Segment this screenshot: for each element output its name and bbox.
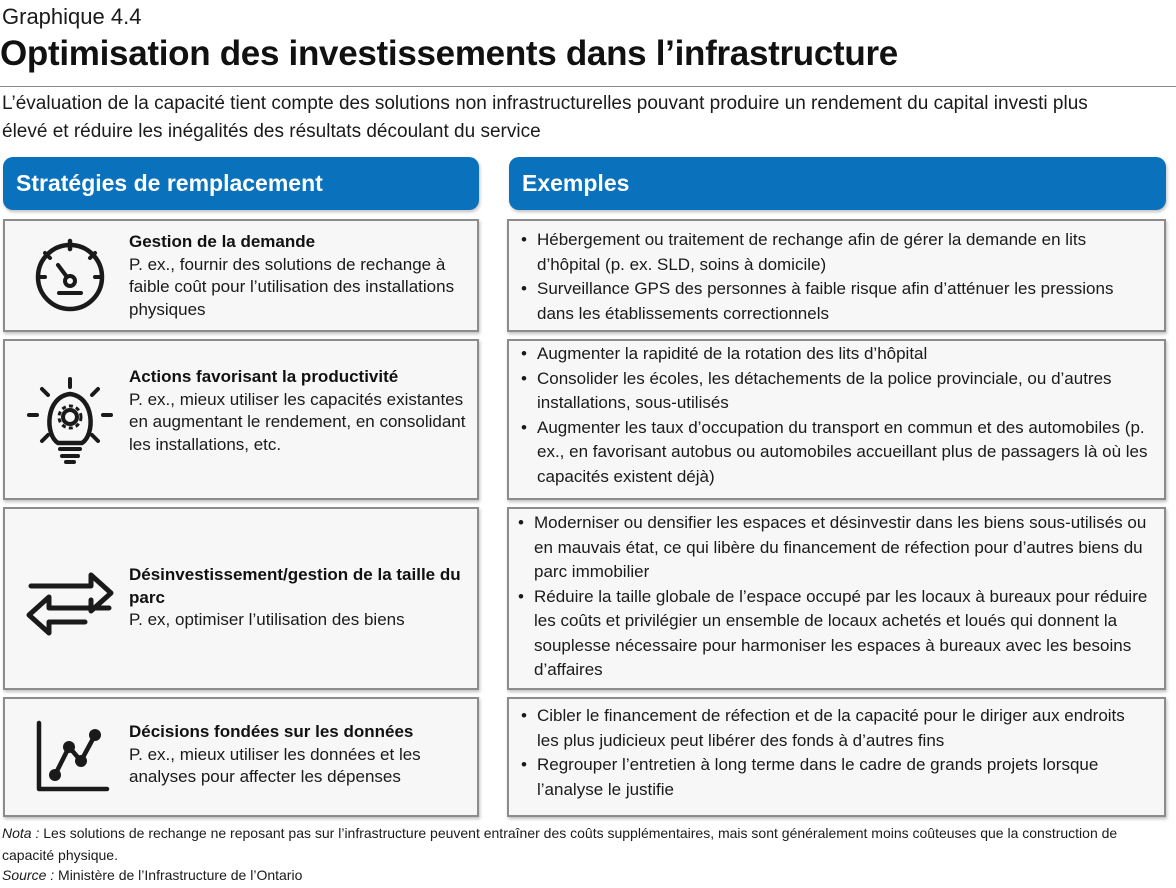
strategy-card-data (3, 697, 479, 817)
source-text: Ministère de l’Infrastructure de l’Ontario (58, 867, 303, 883)
example-item: • Augmenter la rapidité de la rotation des lits d’hôpital (521, 342, 1150, 367)
examples-card-productivity (507, 339, 1166, 500)
strategy-description: P. ex., mieux utiliser les capacités existantes en augmentant le rendement, en consolidant les installations, etc. (129, 389, 466, 454)
figure-notes (2, 822, 1172, 886)
example-item: • Regrouper l’entretien à long terme dans le cadre de grands projets lorsque l’analyse le justifie (521, 753, 1150, 802)
strategy-card-demand (3, 219, 479, 332)
example-item: • Hébergement ou traitement de rechange afin de gérer la demande en lits d’hôpital (p. ex. SLD, soins à domicile) (521, 228, 1150, 277)
example-item: • Cibler le financement de réfection et de la capacité pour le diriger aux endroits les plus judicieux peut libérer des fonds à d’autres fins (521, 704, 1150, 753)
line-chart-icon (25, 713, 115, 803)
examples-card-data (507, 697, 1166, 817)
strategy-description: P. ex., fournir des solutions de rechange à faible coût pour l’utilisation des installations physiques (129, 254, 455, 319)
figure-subtitle: L’évaluation de la capacité tient compte des solutions non infrastructurelles pouvant produire un rendement du capital investi plus élevé et réduire les inégalités des résultats découlant du service (2, 93, 1088, 142)
note-text: Les solutions de rechange ne reposant pas sur l’infrastructure peuvent entraîner des coûts supplémentaires, mais sont généralement moins coûteuses que la construction de capacité physique. (2, 825, 1118, 863)
note-line (2, 822, 1172, 866)
examples-card-demand (507, 219, 1166, 332)
title-divider (0, 86, 1176, 87)
lightbulb-gear-icon (25, 375, 115, 465)
strategy-card-productivity (3, 339, 479, 500)
figure-title: Optimisation des investissements dans l’infrastructure (0, 34, 898, 73)
source-label: Source : (2, 867, 55, 883)
figure-label: Graphique 4.4 (2, 4, 142, 29)
example-item: • Surveillance GPS des personnes à faible risque afin d’atténuer les pressions dans les établissements correctionnels (521, 277, 1150, 326)
source-line (2, 864, 1172, 886)
examples-header: Exemples (509, 157, 1166, 210)
strategy-description: P. ex., mieux utiliser les données et les analyses pour affecter les dépenses (129, 744, 421, 786)
example-item: • Consolider les écoles, les détachements de la police provinciale, ou d’autres installations, sous-utilisés (521, 367, 1150, 416)
strategies-header: Stratégies de remplacement (3, 157, 479, 210)
strategy-title: Décisions fondées sur les données (129, 722, 414, 741)
example-item: • Augmenter les taux d’occupation du transport en commun et des automobiles (p. ex., en favorisant autobus ou automobiles accueillant plus de passagers là où les capacités existent déjà) (521, 416, 1150, 490)
note-label: Nota : (2, 825, 40, 841)
example-item: • Réduire la taille globale de l’espace occupé par les locaux à bureaux pour réduire les coûts et privilégier un ensemble de locaux achetés et loués qui donnent la souplesse nécessaire pour harmoniser les espaces à bureaux avec les besoins d’affaires (518, 585, 1150, 683)
strategy-title: Actions favorisant la productivité (129, 367, 399, 386)
exchange-arrows-icon (25, 553, 115, 643)
strategy-description: P. ex, optimiser l’utilisation des biens (129, 610, 405, 629)
strategy-title: Gestion de la demande (129, 232, 316, 251)
strategy-title: Désinvestissement/gestion de la taille du parc (129, 565, 461, 607)
examples-card-divestment (507, 507, 1166, 690)
gauge-icon (25, 231, 115, 321)
example-item: • Moderniser ou densifier les espaces et désinvestir dans les biens sous-utilisés ou en mauvais état, ce qui libère du financement de réfection pour d’autres biens du parc immobilier (518, 511, 1150, 585)
strategy-card-divestment (3, 507, 479, 690)
